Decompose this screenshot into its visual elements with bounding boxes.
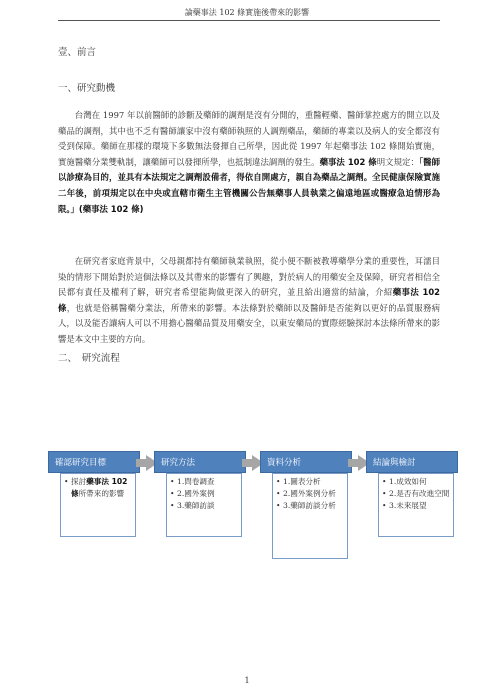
para2-bold1: 藥事法 102 條 (58, 287, 440, 313)
flow-step-method-title: 研究方法 (154, 451, 246, 473)
para1-bold1: 藥事法 102 條 (319, 156, 377, 167)
flow1-pre: 探討 (71, 477, 87, 486)
flow-step-method-item: • 2.國外案例 (170, 488, 238, 500)
flow-step-goal (48, 451, 140, 498)
flow-step-conclusion-item: • 3.未來展望 (382, 500, 450, 512)
section-heading-process: 二、 研究流程 (58, 353, 120, 364)
paragraph-motivation-2 (58, 254, 440, 348)
flow1-post: 所帶來的影響 (78, 489, 125, 498)
flow-step-conclusion-title: 結論與檢討 (366, 451, 458, 473)
section-heading-motivation: 一、研究動機 (58, 83, 116, 94)
flow-step-analysis-item: • 2.國外案例分析 (276, 488, 344, 500)
flow-step-analysis-item: • 1.圖表分析 (276, 476, 344, 488)
flow-step-goal-body (60, 473, 136, 537)
flow-step-analysis-body (272, 473, 348, 559)
para2-text1: 在研究者家庭背景中，父母親都持有藥師執業執照，從小便不斷被教導藥學分業的重要性，耳濡目染的情形下開始對於這個法條以及其帶來的影響有了興趣，對於病人的用藥安全及保障，研究者相信全民都有責任及權利了解，研究者希望能夠做更深入的研究，並且給出適當的結論，介紹 (58, 256, 440, 298)
paragraph-motivation-1 (58, 108, 440, 217)
header-rule (58, 20, 440, 21)
flow-step-conclusion (366, 451, 458, 510)
flow-step-analysis-title: 資料分析 (260, 451, 352, 473)
flow-step-method-item: • 3.藥師訪談 (170, 500, 238, 512)
flow-step-conclusion-item: • 1.成效如何 (382, 476, 450, 488)
section-heading-preface: 壹、前言 (58, 47, 97, 58)
para1-text2: 明文規定： (376, 156, 419, 167)
flow-step-conclusion-body (378, 473, 454, 537)
para2-text2: ，也就是俗稱醫藥分業法，所帶來的影響。本法條對於藥師以及醫師是否能夠以更好的品質服務病人，以及能否讓病人可以不用擔心醫藥品質及用藥安全，以東安藥局的實際經驗探討本法條所帶來的影響是本文中主要的方向。 (58, 302, 441, 344)
flow1-bold: 藥事法 102條 (71, 477, 128, 498)
flow-step-method-item: • 1.問卷調查 (170, 476, 238, 488)
flow-step-method-body (166, 473, 242, 537)
para1-bold2: 「醫師以診療為目的，並具有本法規定之調劑設備者，得依自開處方，親自為藥品之調劑。全民健康保險實施二年後，前項規定以在中央或直轄市衛生主管機關公告無藥事人員執業之偏遠地區或醫療急迫情形為限。」(藥事法 102 條) (58, 156, 440, 214)
para1-text1: 台灣在 1997 年以前醫師的診斷及藥師的調劑是沒有分開的，重醫輕藥、醫師掌控處方的開立以及藥品的調劑，其中也不乏有醫師讓家中沒有藥師執照的人調劑藥品，藥師的專業以及病人的安全都沒有受到保障。藥師在那樣的環境下多數無法發揮自己所學，因此從 1997 年起藥事法 102 條開始實施，實施醫藥分業雙軌制，讓藥師可以發揮所學，也抵制違法調劑的發生。 (58, 110, 440, 167)
flow-step-analysis-item: • 3.藥師訪談分析 (276, 500, 344, 512)
flow-step-method (154, 451, 246, 510)
flow-step-goal-item (64, 476, 132, 500)
flow-step-conclusion-item: • 2.是否有改進空間 (382, 488, 450, 500)
page-header: 論藥事法 102 條實施後帶來的影響 (184, 8, 310, 17)
page-number: 1 (244, 676, 250, 685)
flow-step-goal-title: 確認研究目標 (48, 451, 140, 473)
flow-step-analysis (260, 451, 352, 510)
